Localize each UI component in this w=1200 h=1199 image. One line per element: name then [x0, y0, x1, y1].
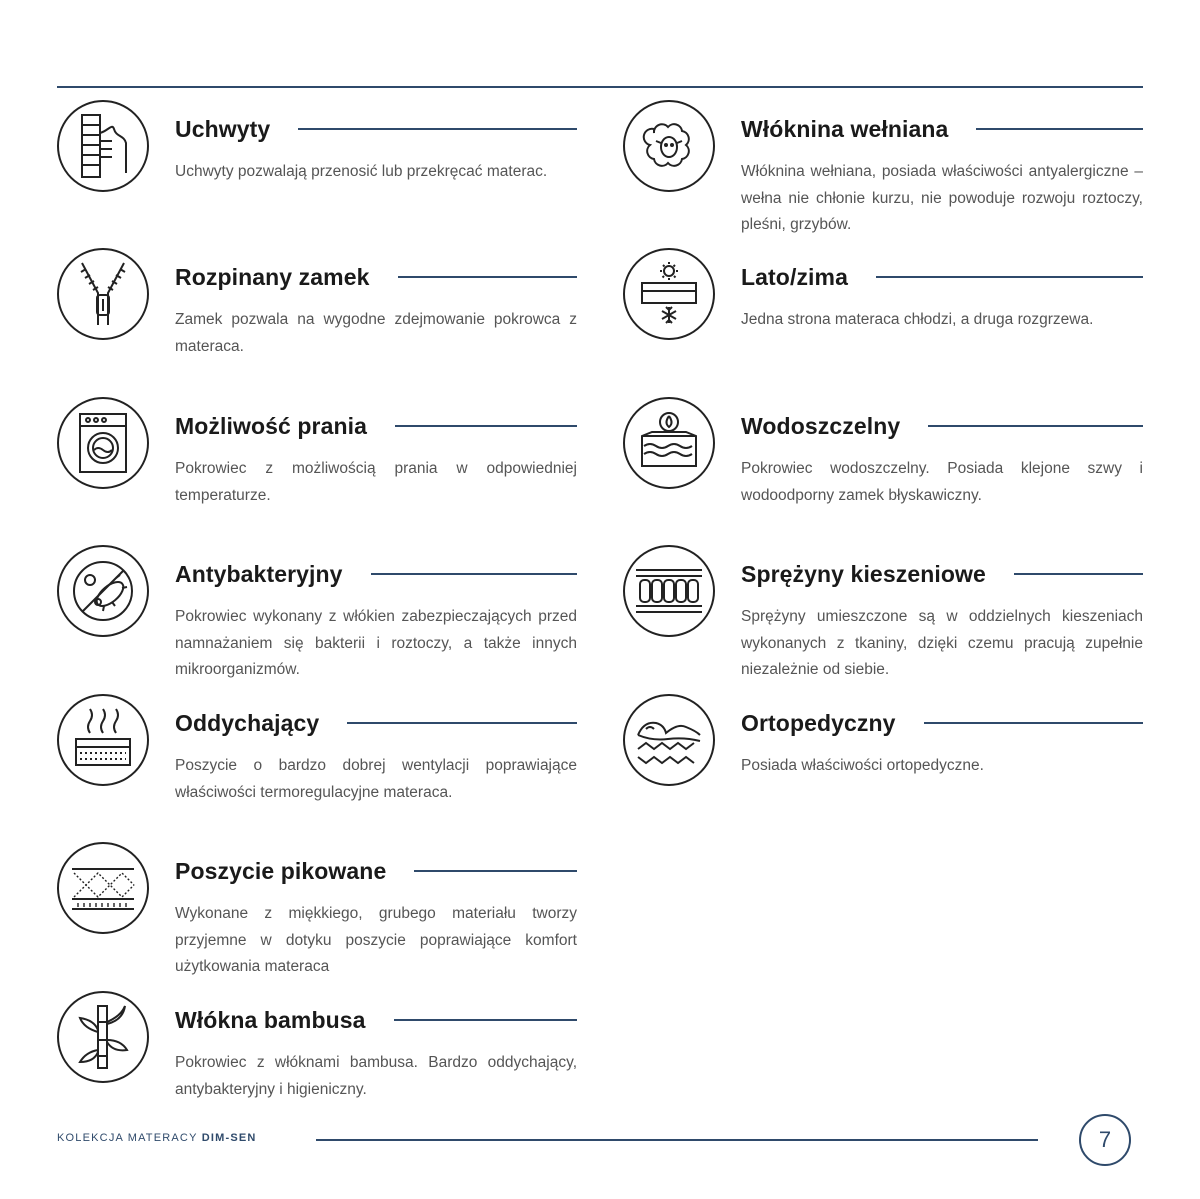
title-rule — [924, 722, 1143, 724]
title-rule — [928, 425, 1143, 427]
feature-description: Posiada właściwości ortopedyczne. — [741, 757, 984, 774]
title-rule — [414, 870, 577, 872]
feature-description: Poszycie o bardzo dobrej wentylacji poprawiające właściwości termoregulacyjne materaca. — [175, 757, 577, 801]
title-rule — [347, 722, 577, 724]
feature-description: Pokrowiec wykonany z włókien zabezpieczających przed namnażaniem się bakterii i roztoczy, a także innych mikroorganizmów. — [175, 608, 577, 678]
bacteria-icon — [57, 545, 149, 637]
quilted-icon — [57, 842, 149, 934]
footer-collection-label: KOLEKCJA MATERACY — [57, 1132, 198, 1144]
page-number: 7 — [1079, 1114, 1131, 1166]
feature-description: Sprężyny umieszczone są w oddzielnych kieszeniach wykonanych z tkaniny, dzięki czemu pracują zupełnie niezależnie od siebie. — [741, 608, 1143, 678]
feature-title: Rozpinany zamek — [175, 263, 370, 290]
pocket-springs-icon — [623, 545, 715, 637]
feature-title: Możliwość prania — [175, 412, 368, 439]
waterproof-icon — [623, 397, 715, 489]
feature-title: Włóknina wełniana — [741, 115, 949, 142]
summer-winter-icon — [623, 248, 715, 340]
feature-description: Zamek pozwala na wygodne zdejmowanie pokrowca z materaca. — [175, 311, 577, 355]
top-divider — [57, 86, 1143, 88]
title-rule — [398, 276, 578, 278]
feature-title: Ortopedyczny — [741, 709, 896, 736]
footer-divider — [316, 1139, 1038, 1141]
feature-title: Włókna bambusa — [175, 1006, 366, 1033]
handle-icon — [57, 100, 149, 192]
washing-machine-icon — [57, 397, 149, 489]
title-rule — [876, 276, 1143, 278]
title-rule — [371, 573, 577, 575]
title-rule — [394, 1019, 577, 1021]
feature-title: Uchwyty — [175, 115, 271, 142]
footer-collection — [57, 1132, 257, 1144]
feature-title: Antybakteryjny — [175, 560, 343, 587]
title-rule — [395, 425, 577, 427]
feature-title: Wodoszczelny — [741, 412, 901, 439]
feature-title: Poszycie pikowane — [175, 857, 387, 884]
feature-description: Włóknina wełniana, posiada właściwości antyalergiczne – wełna nie chłonie kurzu, nie powoduje rozwoju roztoczy, pleśni, grzybów. — [741, 163, 1143, 233]
orthopedic-icon — [623, 694, 715, 786]
title-rule — [976, 128, 1143, 130]
feature-title: Oddychający — [175, 709, 320, 736]
bamboo-icon — [57, 991, 149, 1083]
feature-title: Sprężyny kieszeniowe — [741, 560, 986, 587]
sheep-icon — [623, 100, 715, 192]
title-rule — [298, 128, 577, 130]
breathable-icon — [57, 694, 149, 786]
footer-brand: DIM-SEN — [201, 1132, 257, 1144]
feature-description: Pokrowiec z możliwością prania w odpowiedniej temperaturze. — [175, 460, 577, 504]
feature-description: Jedna strona materaca chłodzi, a druga rozgrzewa. — [741, 311, 1094, 328]
zipper-icon — [57, 248, 149, 340]
feature-description: Uchwyty pozwalają przenosić lub przekręcać materac. — [175, 163, 548, 180]
feature-description: Wykonane z miękkiego, grubego materiału tworzy przyjemne w dotyku poszycie poprawiające komfort użytkowania materaca — [175, 905, 577, 975]
feature-title: Lato/zima — [741, 263, 848, 290]
feature-description: Pokrowiec wodoszczelny. Posiada klejone szwy i wodoodporny zamek błyskawiczny. — [741, 460, 1143, 504]
feature-description: Pokrowiec z włóknami bambusa. Bardzo oddychający, antybakteryjny i higieniczny. — [175, 1054, 577, 1098]
title-rule — [1014, 573, 1143, 575]
